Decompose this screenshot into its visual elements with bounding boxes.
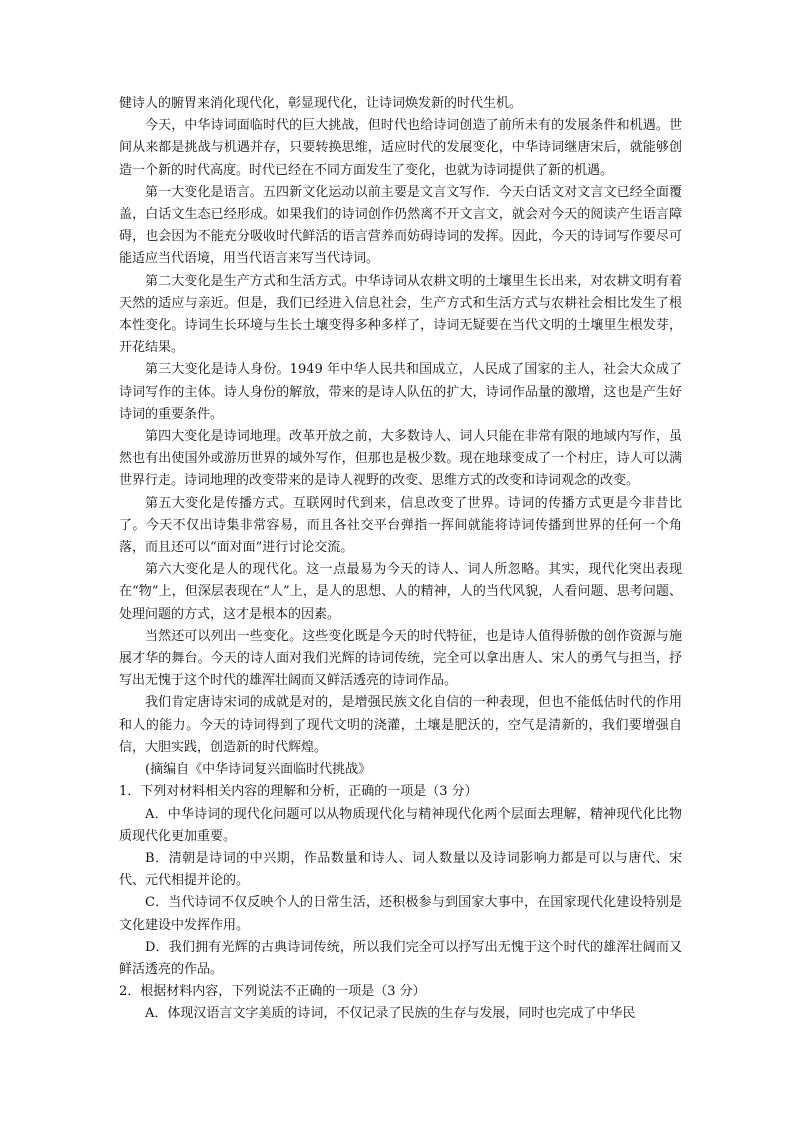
paragraph-change-2: 第二大变化是生产方式和生活方式。中华诗词从农耕文明的土壤里生长出来，对农耕文明有着天然的适应与亲近。但是，我们已经进入信息社会，生产方式和生活方式与农耕社会相比发生了根本性变化。诗词生长环境与生长土壤变得多种多样了，诗词无疑要在当代文明的土壤里生根发芽，开花结果。 — [119, 273, 682, 356]
paragraph-change-1: 第一大变化是语言。五四新文化运动以前主要是文言文写作．今天白话文对文言文已经全面覆盖，白话文生态已经形成。如果我们的诗词创作仍然离不开文言文，就会对今天的阅读产生语言障碍，也会因为不能充分吸收时代鲜活的语言营养而妨碍诗词的发挥。因此，今天的诗词写作要尽可能适应当代语境，用当代语言来写当代诗词。 — [119, 184, 682, 267]
document-page — [119, 93, 682, 1026]
question-2-option-a: A．体现汉语言文字美质的诗词，不仅记录了民族的生存与发展，同时也完成了中华民 — [145, 1006, 636, 1022]
paragraph-change-4: 第四大变化是诗词地理。改革开放之前，大多数诗人、词人只能在非常有限的地域内写作，虽然也有出使国外或游历世界的域外写作，但那也是极少数。现在地球变成了一个村庄，诗人可以满世界行走。诗词地理的改变带来的是诗人视野的改变、思维方式的改变和诗词观念的改变。 — [119, 429, 682, 489]
question-1-option-a: A．中华诗词的现代化问题可以从物质现代化与精神现代化两个层面去理解，精神现代化比物质现代化更加重要。 — [119, 806, 682, 844]
question-1-stem: 1．下列对材料相关内容的理解和分析，正确的一项是（3 分） — [119, 784, 478, 800]
source-citation: (摘编自《中华诗词复兴面临时代挑战》 — [145, 762, 372, 778]
paragraph-change-3: 第三大变化是诗人身份。1949 年中华人民共和国成立，人民成了国家的主人，社会大众成了诗词写作的主体。诗人身份的解放，带来的是诗人队伍的扩大，诗词作品量的激增，这也是产生好诗词的重要条件。 — [119, 362, 682, 422]
question-1-option-c: C．当代诗词不仅反映个人的日常生活，还积极参与到国家大事中，在国家现代化建设特别是文化建设中发挥作用。 — [119, 895, 682, 933]
question-1-option-d: D．我们拥有光辉的古典诗词传统，所以我们完全可以抒写出无愧于这个时代的雄浑壮阔而又鲜活透亮的作品。 — [119, 939, 682, 977]
question-2-stem: 2．根据材料内容，下列说法不正确的一项是（3 分） — [119, 984, 426, 1000]
paragraph-change-6: 第六大变化是人的现代化。这一点最易为今天的诗人、词人所忽略。其实，现代化突出表现在“物”上，但深层表现在“人”上，是人的思想、人的精神，人的当代风貌，人看问题、思考问题、处理问题的方式，这才是根本的因素。 — [119, 562, 682, 622]
paragraph-challenge: 今天，中华诗词面临时代的巨大挑战，但时代也给诗词创造了前所未有的发展条件和机遇。世间从来都是挑战与机遇并存，只要转换思维，适应时代的发展变化，中华诗词继唐宋后，就能够创造一个新的时代高度。时代已经在不同方面发生了变化，也就为诗词提供了新的机遇。 — [119, 118, 682, 178]
paragraph-continuation: 健诗人的腑胃来消化现代化，彰显现代化，让诗词焕发新的时代生机。 — [119, 96, 523, 111]
question-1-option-b: B．清朝是诗词的中兴期，作品数量和诗人、词人数量以及诗词影响力都是可以与唐代、宋代、元代相提并论的。 — [119, 850, 682, 889]
paragraph-conclusion: 我们肯定唐诗宋词的成就是对的，是增强民族文化自信的一种表现，但也不能低估时代的作用和人的能力。今天的诗词得到了现代文明的浇灌，土壤是肥沃的，空气是清新的，我们要增强自信，大胆实践，创造新的时代辉煌。 — [119, 695, 682, 755]
paragraph-change-5: 第五大变化是传播方式。互联网时代到来，信息改变了世界。诗词的传播方式更是今非昔比了。今天不仅出诗集非常容易，而且各社交平台弹指一挥间就能将诗词传播到世界的任何一个角落，而且还可以“面对面”进行讨论交流。 — [119, 495, 682, 556]
paragraph-more-changes: 当然还可以列出一些变化。这些变化既是今天的时代特征，也是诗人值得骄傲的创作资源与施展才华的舞台。今天的诗人面对我们光辉的诗词传统，完全可以拿出唐人、宋人的勇气与担当，抒写出无愧于这个时代的雄浑壮阔而又鲜活透亮的诗词作品。 — [119, 628, 682, 689]
